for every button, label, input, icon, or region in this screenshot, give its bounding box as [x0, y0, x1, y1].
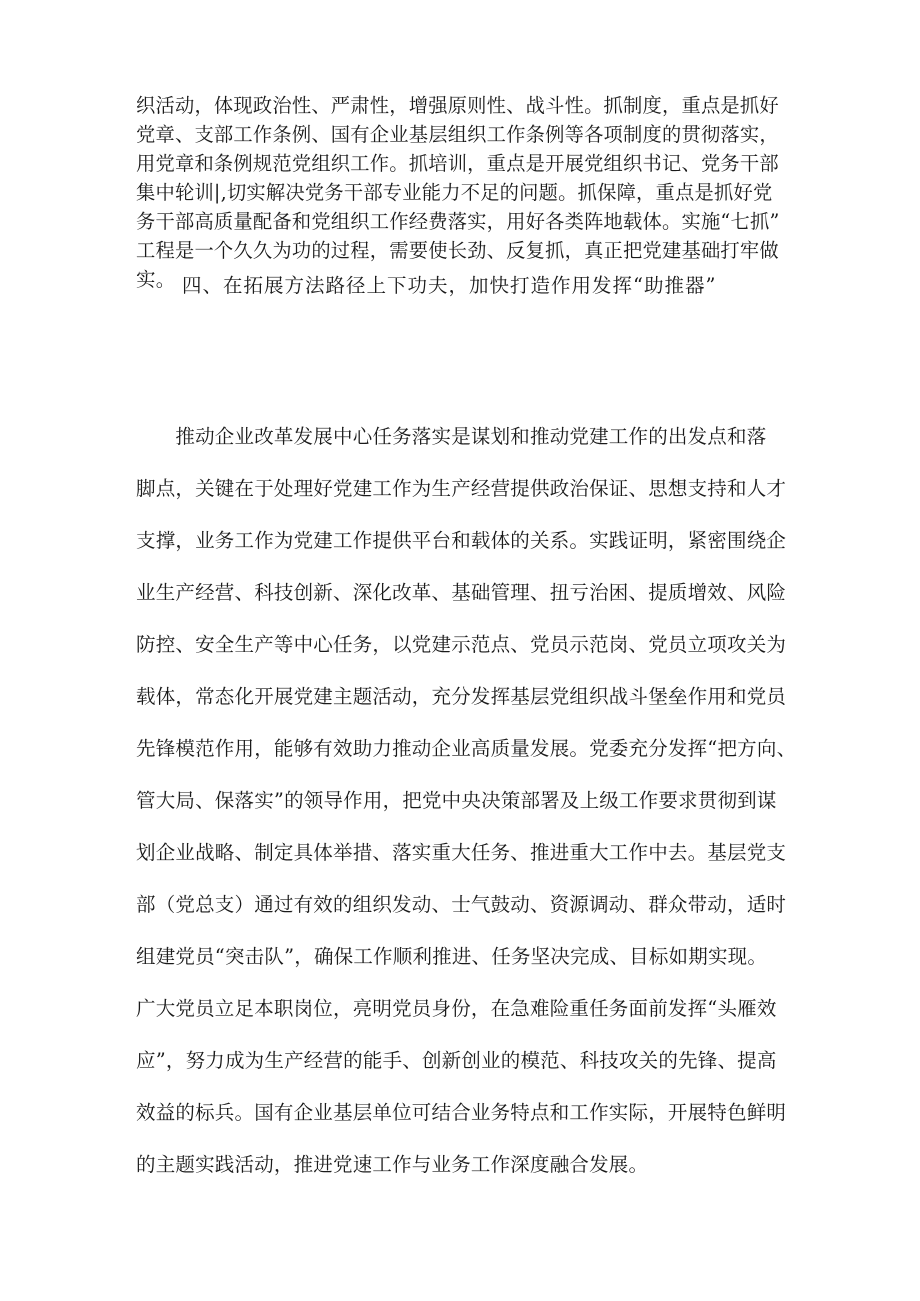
text-line: 务干部高质量配备和党组织工作经费落实，用好各类阵地载体。实施“七抓”	[136, 210, 780, 233]
text-line: 应”，努力成为生产经营的能手、创新创业的模范、科技攻关的先锋、提高	[136, 1049, 777, 1072]
text-line: 划企业战略、制定具体举措、落实重大任务、推进重大工作中去。基层党支	[136, 841, 787, 864]
text-line: 载体，常态化开展党建主题活动，充分发挥基层党组织战斗堡垒作用和党员	[136, 685, 787, 708]
text-line: 织活动，体现政治性、严肃性，增强原则性、战斗性。抓制度，重点是抓好	[136, 94, 779, 117]
text-line: 党章、支部工作条例、国有企业基层组织工作条例等各项制度的贯彻落实，	[136, 123, 779, 146]
text-line: 防控、安全生产等中心任务，以党建示范点、党员示范岗、党员立项攻关为	[136, 633, 787, 656]
text-line: 用党章和条例规范党组织工作。抓培训，重点是开展党组织书记、党务干部	[136, 152, 779, 175]
text-line: 的主题实践活动，推进党速工作与业务工作深度融合发展。	[136, 1153, 649, 1176]
text-line: 脚点，关键在于处理好党建工作为生产经营提供政治保证、思想支持和人才	[136, 477, 787, 500]
text-line: 效益的标兵。国有企业基层单位可结合业务特点和工作实际，开展特色鲜明	[136, 1101, 787, 1124]
text-line: 业生产经营、科技创新、深化改革、基础管理、扭亏治困、提质增效、风险	[136, 581, 787, 604]
text-line: 组建党员“突击队”，确保工作顺利推进、任务坚决完成、目标如期实现。	[136, 945, 768, 968]
text-line-last: 实。	[136, 268, 176, 291]
text-line: 工程是一个久久为功的过程，需要使长劲、反复抓，真正把党建基础打牢做	[136, 239, 779, 262]
text-line: 支撑，业务工作为党建工作提供平台和载体的关系。实践证明，紧密围绕企	[136, 529, 787, 552]
section-heading: 四、在拓展方法路径上下功夫，加快打造作用发挥“助推器”	[182, 274, 717, 297]
text-line: 广大党员立足本职岗位，亮明党员身份，在急难险重任务面前发挥“头雁效	[136, 997, 777, 1020]
text-line: 推动企业改革发展中心任务落实是谋划和推动党建工作的出发点和落	[136, 425, 767, 448]
text-line: 管大局、保落实”的领导作用，把党中央决策部署及上级工作要求贯彻到谋	[136, 789, 777, 812]
text-line: 集中轮训|,切实解决党务干部专业能力不足的问题。抓保障，重点是抓好党	[136, 181, 773, 204]
text-line: 先锋模范作用，能够有效助力推动企业高质量发展。党委充分发挥“把方向、	[136, 737, 797, 760]
text-line: 部（党总支）通过有效的组织发动、士气鼓动、资源调动、群众带动，适时	[136, 893, 787, 916]
